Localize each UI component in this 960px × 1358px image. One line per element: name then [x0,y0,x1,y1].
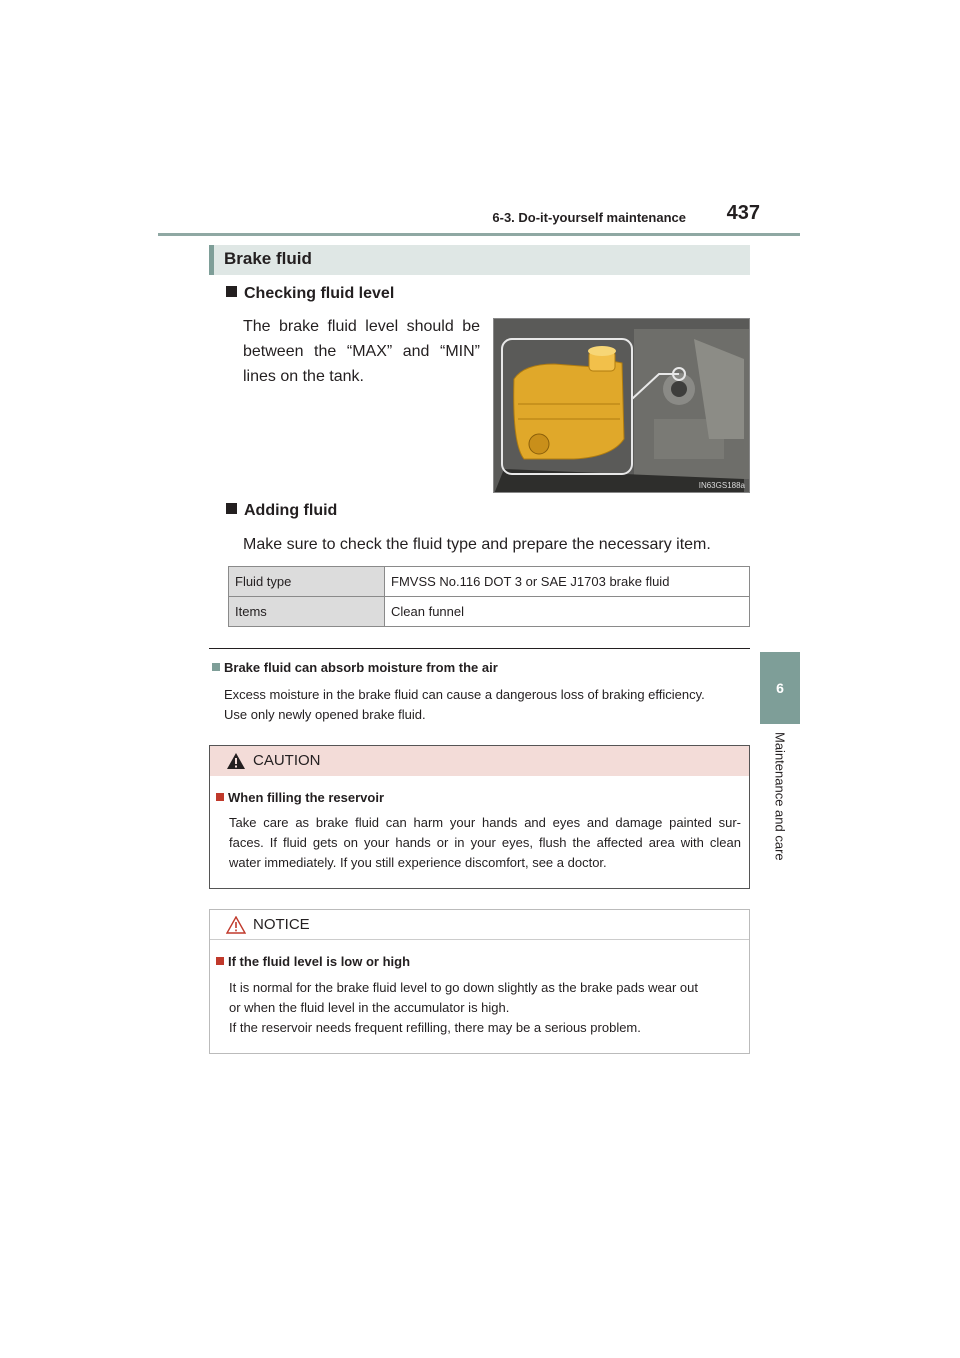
adding-text: Make sure to check the fluid type and prepare the necessary item. [243,536,711,553]
note-text [224,685,750,725]
checking-heading: Checking fluid level [244,285,395,302]
caution-heading-row [216,790,384,805]
checking-line-1: The brake fluid level should be [243,318,480,335]
running-header-section: 6-3. Do-it-yourself maintenance [492,210,686,225]
square-bullet-icon [226,503,237,514]
square-bullet-icon [226,286,237,297]
checking-heading-row [226,285,394,303]
table-row [229,597,750,627]
page-number: 437 [726,202,760,224]
chapter-title-container [760,732,800,882]
photo-code: IN63GS188a [698,481,745,490]
notice-heading: If the fluid level is low or high [228,954,411,969]
notice-heading-row [216,954,410,969]
table-cell-label: Fluid type [229,567,385,597]
brake-fluid-reservoir-photo [493,318,750,493]
checking-line-2: between the “MAX” and “MIN” [243,343,480,360]
notice-box [209,909,750,1054]
section-title: Brake fluid [224,249,312,268]
notice-header [210,910,749,940]
caution-title: CAUTION [253,752,321,769]
adding-heading: Adding fluid [244,502,338,519]
caution-header [210,746,749,776]
note-line-2: Use only newly opened brake fluid. [224,707,426,722]
chapter-tab [760,652,800,1358]
notice-text [229,978,741,1038]
adding-heading-row [226,502,337,520]
table-cell-label: Items [229,597,385,627]
note-line-1: Excess moisture in the brake fluid can cause a dangerous loss of braking efficiency. [224,687,705,702]
square-bullet-icon [216,957,224,965]
note-heading-row [212,660,498,675]
header-rule [158,233,800,236]
engine-bay-illustration [494,319,750,493]
notice-line-3: If the reservoir needs frequent refilling, there may be a serious problem. [229,1020,641,1035]
table-row [229,567,750,597]
notice-line-2: or when the fluid level in the accumulator is high. [229,1000,510,1015]
chapter-number: 6 [760,652,800,724]
notice-line-1: It is normal for the brake fluid level to go down slightly as the brake pads wear out [229,980,698,995]
square-bullet-icon [216,793,224,801]
caution-line-2: faces. If fluid gets on your hands or in your eyes, flush the affected area with clean [229,835,741,850]
section-divider [209,648,750,649]
checking-text [243,314,480,389]
table-cell-value: FMVSS No.116 DOT 3 or SAE J1703 brake fluid [385,567,750,597]
square-bullet-icon [212,663,220,671]
note-heading: Brake fluid can absorb moisture from the air [224,660,498,675]
caution-line-1: Take care as brake fluid can harm your hands and eyes and damage painted sur- [229,815,741,830]
warning-triangle-icon [226,752,246,770]
chapter-title: Maintenance and care [772,732,788,861]
notice-title: NOTICE [253,916,310,933]
table-cell-value: Clean funnel [385,597,750,627]
caution-text [229,813,741,873]
caution-box [209,745,750,889]
section-title-bar [209,245,750,275]
notice-triangle-icon [226,916,246,934]
caution-heading: When filling the reservoir [228,790,385,805]
caution-line-3: water immediately. If you still experience discomfort, see a doctor. [229,855,607,870]
fluid-spec-table [228,566,750,627]
checking-line-3: lines on the tank. [243,368,364,385]
